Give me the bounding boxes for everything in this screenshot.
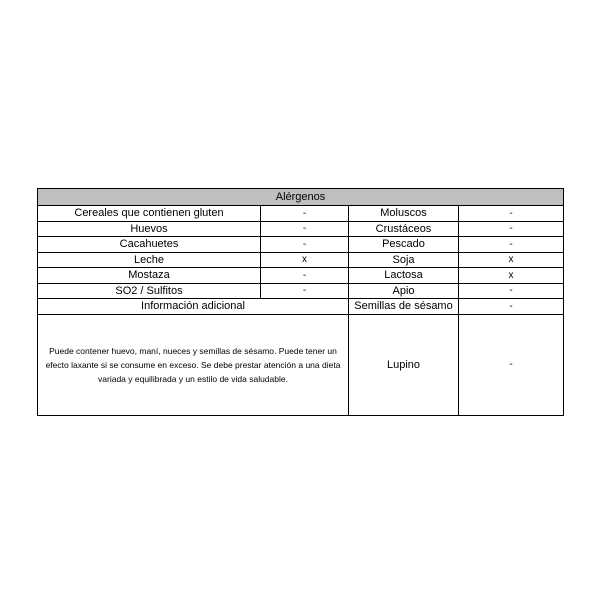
allergen-value: - [261,221,349,237]
table-row [38,252,564,268]
allergen-value: x [261,252,349,268]
allergen-name: Leche [38,252,261,268]
allergen-value: - [459,206,564,222]
allergen-name: Crustáceos [349,221,459,237]
allergen-value: - [459,299,564,315]
table-row [38,206,564,222]
allergen-name: Cacahuetes [38,237,261,253]
allergen-name: Pescado [349,237,459,253]
additional-info-text: Puede contener huevo, maní, nueces y semillas de sésamo. Puede tener un efecto laxante si se consume en exceso. Se debe prestar atención a una dieta variada y equilibrada y un estilo de vida saludable. [38,314,349,415]
allergen-value: x [459,268,564,284]
allergen-value: - [261,237,349,253]
allergen-name: Apio [349,283,459,299]
allergen-value: x [459,252,564,268]
table-row [38,221,564,237]
table-header-row [38,189,564,206]
allergen-value: - [261,206,349,222]
allergen-value: - [261,268,349,284]
allergen-value: - [261,283,349,299]
allergen-table [37,188,564,416]
allergen-name: Cereales que contienen gluten [38,206,261,222]
table-row [38,237,564,253]
allergen-value: - [459,221,564,237]
table-row [38,268,564,284]
table-row [38,283,564,299]
allergen-value: - [459,237,564,253]
allergen-name: SO2 / Sulfitos [38,283,261,299]
allergen-name: Mostaza [38,268,261,284]
allergen-name: Lactosa [349,268,459,284]
allergen-value: - [459,283,564,299]
allergen-name: Moluscos [349,206,459,222]
info-row [38,314,564,415]
allergen-name: Huevos [38,221,261,237]
allergen-value: - [459,314,564,415]
additional-info-label: Información adicional [38,299,349,315]
info-header-row [38,299,564,315]
allergen-name: Semillas de sésamo [349,299,459,315]
table-title: Alérgenos [38,189,564,206]
allergen-name: Lupino [349,314,459,415]
allergen-name: Soja [349,252,459,268]
